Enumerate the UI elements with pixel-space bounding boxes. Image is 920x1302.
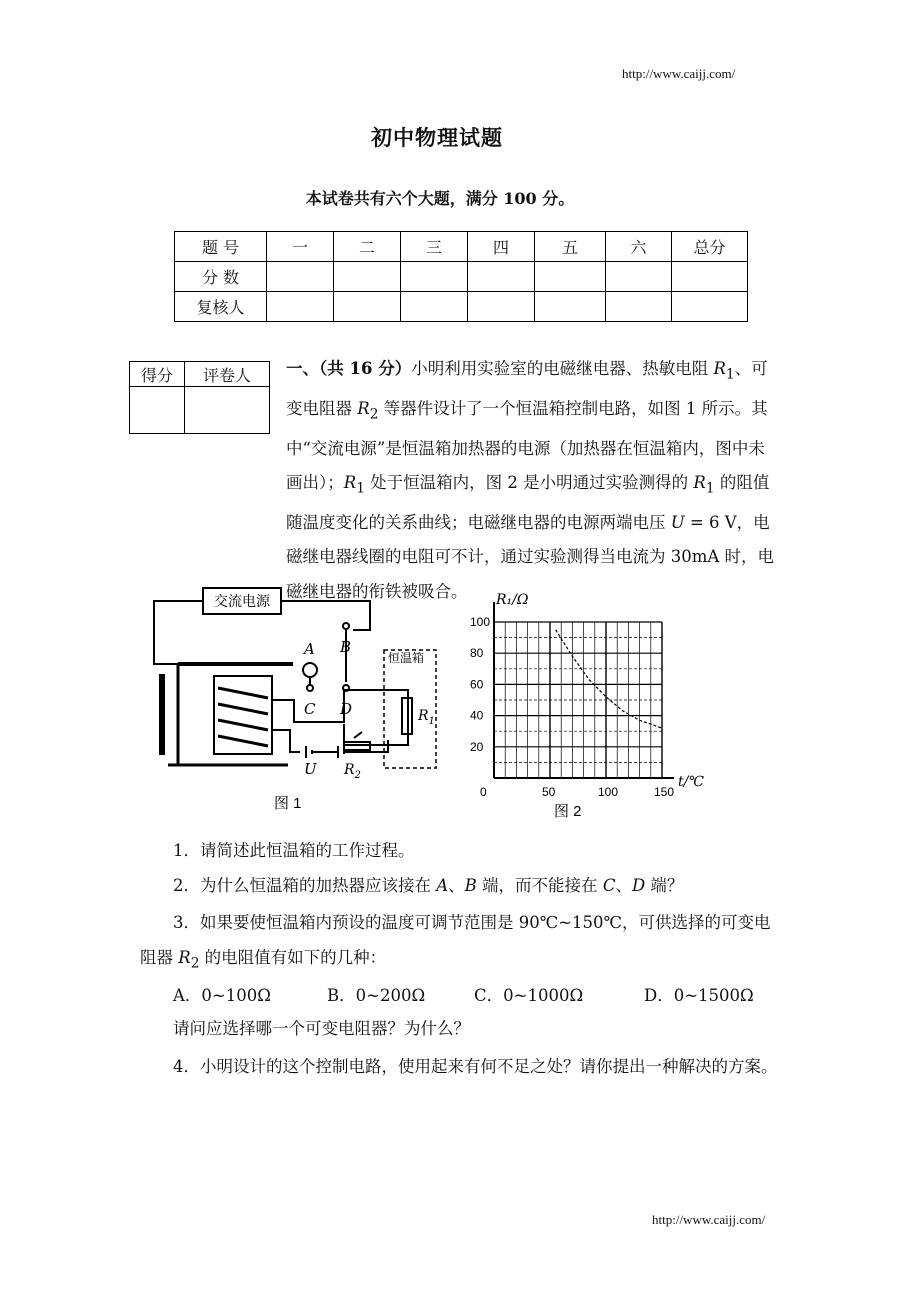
score-table-row [175,232,748,262]
question-1-3b: 请问应选择哪一个可变电阻器？为什么？ [173,1019,470,1038]
table-cell[interactable] [334,292,401,322]
table-cell[interactable] [468,262,535,292]
exam-subtitle: 本试卷共有六个大题，满分 100 分。 [305,189,575,208]
table-cell[interactable] [267,262,334,292]
table-cell: 题 号 [175,232,267,262]
intro-first-line: 一、（共 16 分）小明利用实验室的电磁继电器、热敏电阻 $R_1$、可变电阻器 $R_2$ 等器件设计了一个恒温箱控制电路，如图 1 所示。其中“交流电源”是恒温箱加热器的电源（加热器在恒温箱内，图中未画出）；$R_1$ 处于恒温箱内，图 2 是小明通过实验测得的 $R_1$ 的阻值随温度变化的关系曲线；电磁继电器的电源两端电压 U = 6 V，电磁继电器线圈的电阻可不计，通过实验测得当电流为 30mA 时，电磁继电器的衔铁被吸合。 [286,359,775,601]
table-cell: 一 [267,232,334,262]
question-1-4: 4．小明设计的这个控制电路，使用起来有何不足之处？请你提出一种解决的方案。 [173,1057,778,1076]
table-cell: 四 [468,232,535,262]
score-table-row [175,262,748,292]
y-tick-label: 60 [470,677,484,692]
thermostat-box-label: 恒温箱 [388,651,425,665]
table-cell[interactable] [672,292,748,322]
y-tick-label: 100 [470,615,491,629]
circuit-diagram [148,580,458,820]
question-1-3: 3．如果要使恒温箱内预设的温度可调节范围是 90℃~150℃，可供选择的可变电阻器 $R_2$ 的电阻值有如下的几种： [140,913,771,971]
x-tick-label: 150 [654,785,675,799]
y-tick-label: 80 [470,646,484,661]
table-cell: 复核人 [175,292,267,322]
chart-grid [494,622,662,778]
r1-label: $R_1$ [418,708,435,727]
resistance-temperature-chart [466,582,716,822]
table-cell[interactable] [606,262,672,292]
question-1-2: 2．为什么恒温箱的加热器应该接在 A、B 端，而不能接在 C、D 端？ [173,876,684,895]
x-tick-label: 0 [480,785,487,799]
y-tick-label: 20 [470,739,484,754]
resistance-curve [556,630,662,728]
table-cell: 六 [606,232,672,262]
question-1-intro [140,352,780,609]
score-table [174,231,748,322]
table-cell[interactable] [401,262,468,292]
table-cell[interactable] [468,292,535,322]
option-a: A．0~100Ω [173,986,271,1005]
grader-name-header: 评卷人 [185,362,270,387]
option-d: D．0~1500Ω [644,986,754,1005]
x-axis-label: t/℃ [678,774,705,790]
question-1-heading: 一、（共 16 分） [286,359,412,378]
table-cell: 总分 [672,232,748,262]
grader-score-header: 得分 [130,362,185,387]
terminal-c-label: C [304,700,316,718]
ac-power-label: 交流电源 [214,593,270,609]
table-cell[interactable] [535,292,606,322]
table-cell: 分 数 [175,262,267,292]
y-tick-label: 40 [470,708,484,723]
x-tick-label: 50 [542,785,556,799]
score-table-row [175,292,748,322]
table-cell: 五 [535,232,606,262]
option-b: B．0~200Ω [327,986,426,1005]
header-url[interactable]: http://www.caijj.com/ [622,66,736,81]
table-cell: 三 [401,232,468,262]
terminal-d-label: D [340,700,353,718]
y-axis-label: R₁/Ω [496,592,529,608]
table-cell[interactable] [606,292,672,322]
option-c: C．0~1000Ω [474,986,584,1005]
x-tick-label: 100 [598,785,619,799]
page-title: 初中物理试题 [371,125,503,150]
terminal-b-label: B [340,638,352,656]
table-cell[interactable] [672,262,748,292]
figure-2-caption: 图 2 [554,803,582,820]
table-cell[interactable] [267,292,334,322]
table-cell[interactable] [401,292,468,322]
table-cell[interactable] [535,262,606,292]
table-cell: 二 [334,232,401,262]
voltage-u-label: U [304,760,317,778]
footer-url[interactable]: http://www.caijj.com/ [652,1212,766,1227]
question-1-1: 1．请简述此恒温箱的工作过程。 [173,841,415,860]
r2-label: $R_2$ [344,762,361,781]
figure-1-caption: 图 1 [274,795,302,812]
terminal-a-label: A [304,640,315,658]
table-cell[interactable] [334,262,401,292]
